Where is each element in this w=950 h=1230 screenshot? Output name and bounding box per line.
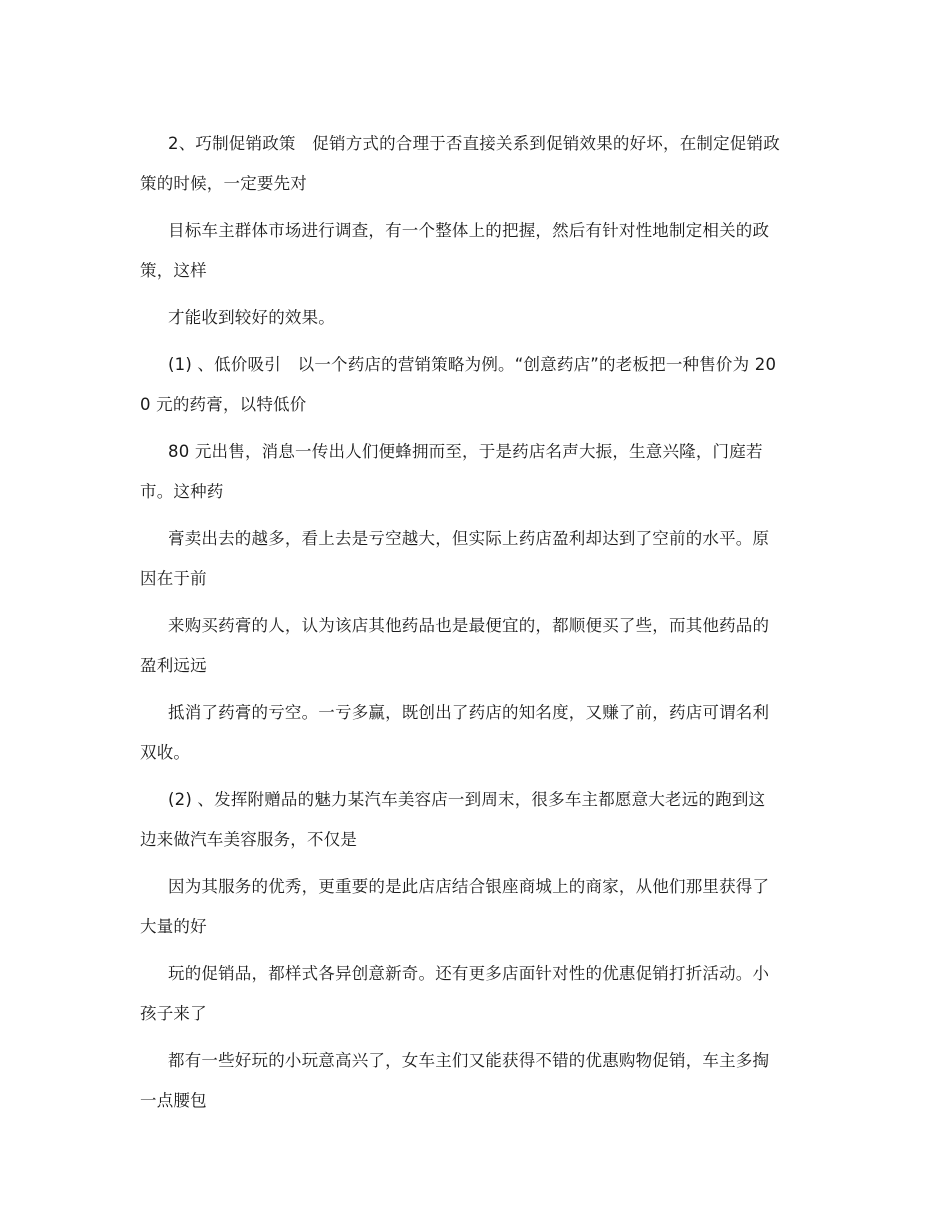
paragraph-offset-loss: 抵消了药膏的亏空。一亏多赢，既创出了药店的知名度，又赚了前，药店可谓名利双收。 xyxy=(140,703,770,762)
paragraph-buyers: 来购买药膏的人，认为该店其他药品也是最便宜的，都顺便买了些，而其他药品的盈利远远 xyxy=(140,616,770,675)
paragraph-low-price: (1) 、低价吸引 以一个药店的营销策略为例。“创意药店”的老板把一种售价为 200 元的药膏，以特低价 xyxy=(140,355,777,414)
paragraph-kids-and-owners: 都有一些好玩的小玩意高兴了，女车主们又能获得不错的优惠购物促销，车主多掏一点腰包 xyxy=(140,1051,770,1110)
paragraph-gifts: (2) 、发挥附赠品的魅力某汽车美容店一到周末，很多车主都愿意大老远的跑到这边来做汽车美容服务，不仅是 xyxy=(140,790,766,849)
paragraph-more-sold: 膏卖出去的越多，看上去是亏空越大，但实际上药店盈利却达到了空前的水平。原因在于前 xyxy=(140,529,770,588)
paragraph-promotion-policy: 2、巧制促销政策 促销方式的合理于否直接关系到促销效果的好坏，在制定促销政策的时候，一定要先对 xyxy=(140,134,780,193)
document-body xyxy=(140,124,780,1128)
paragraph-good-effect: 才能收到较好的效果。 xyxy=(168,308,335,327)
paragraph-promo-items: 玩的促销品，都样式各异创意新奇。还有更多店面针对性的优惠促销打折活动。小孩子来了 xyxy=(140,964,770,1023)
paragraph-sale-80: 80 元出售，消息一传出人们便蜂拥而至，于是药店名声大振，生意兴隆，门庭若市。这种药 xyxy=(140,442,763,501)
paragraph-service-quality: 因为其服务的优秀，更重要的是此店店结合银座商城上的商家，从他们那里获得了大量的好 xyxy=(140,877,770,936)
paragraph-market-survey: 目标车主群体市场进行调查，有一个整体上的把握，然后有针对性地制定相关的政策，这样 xyxy=(140,221,770,280)
